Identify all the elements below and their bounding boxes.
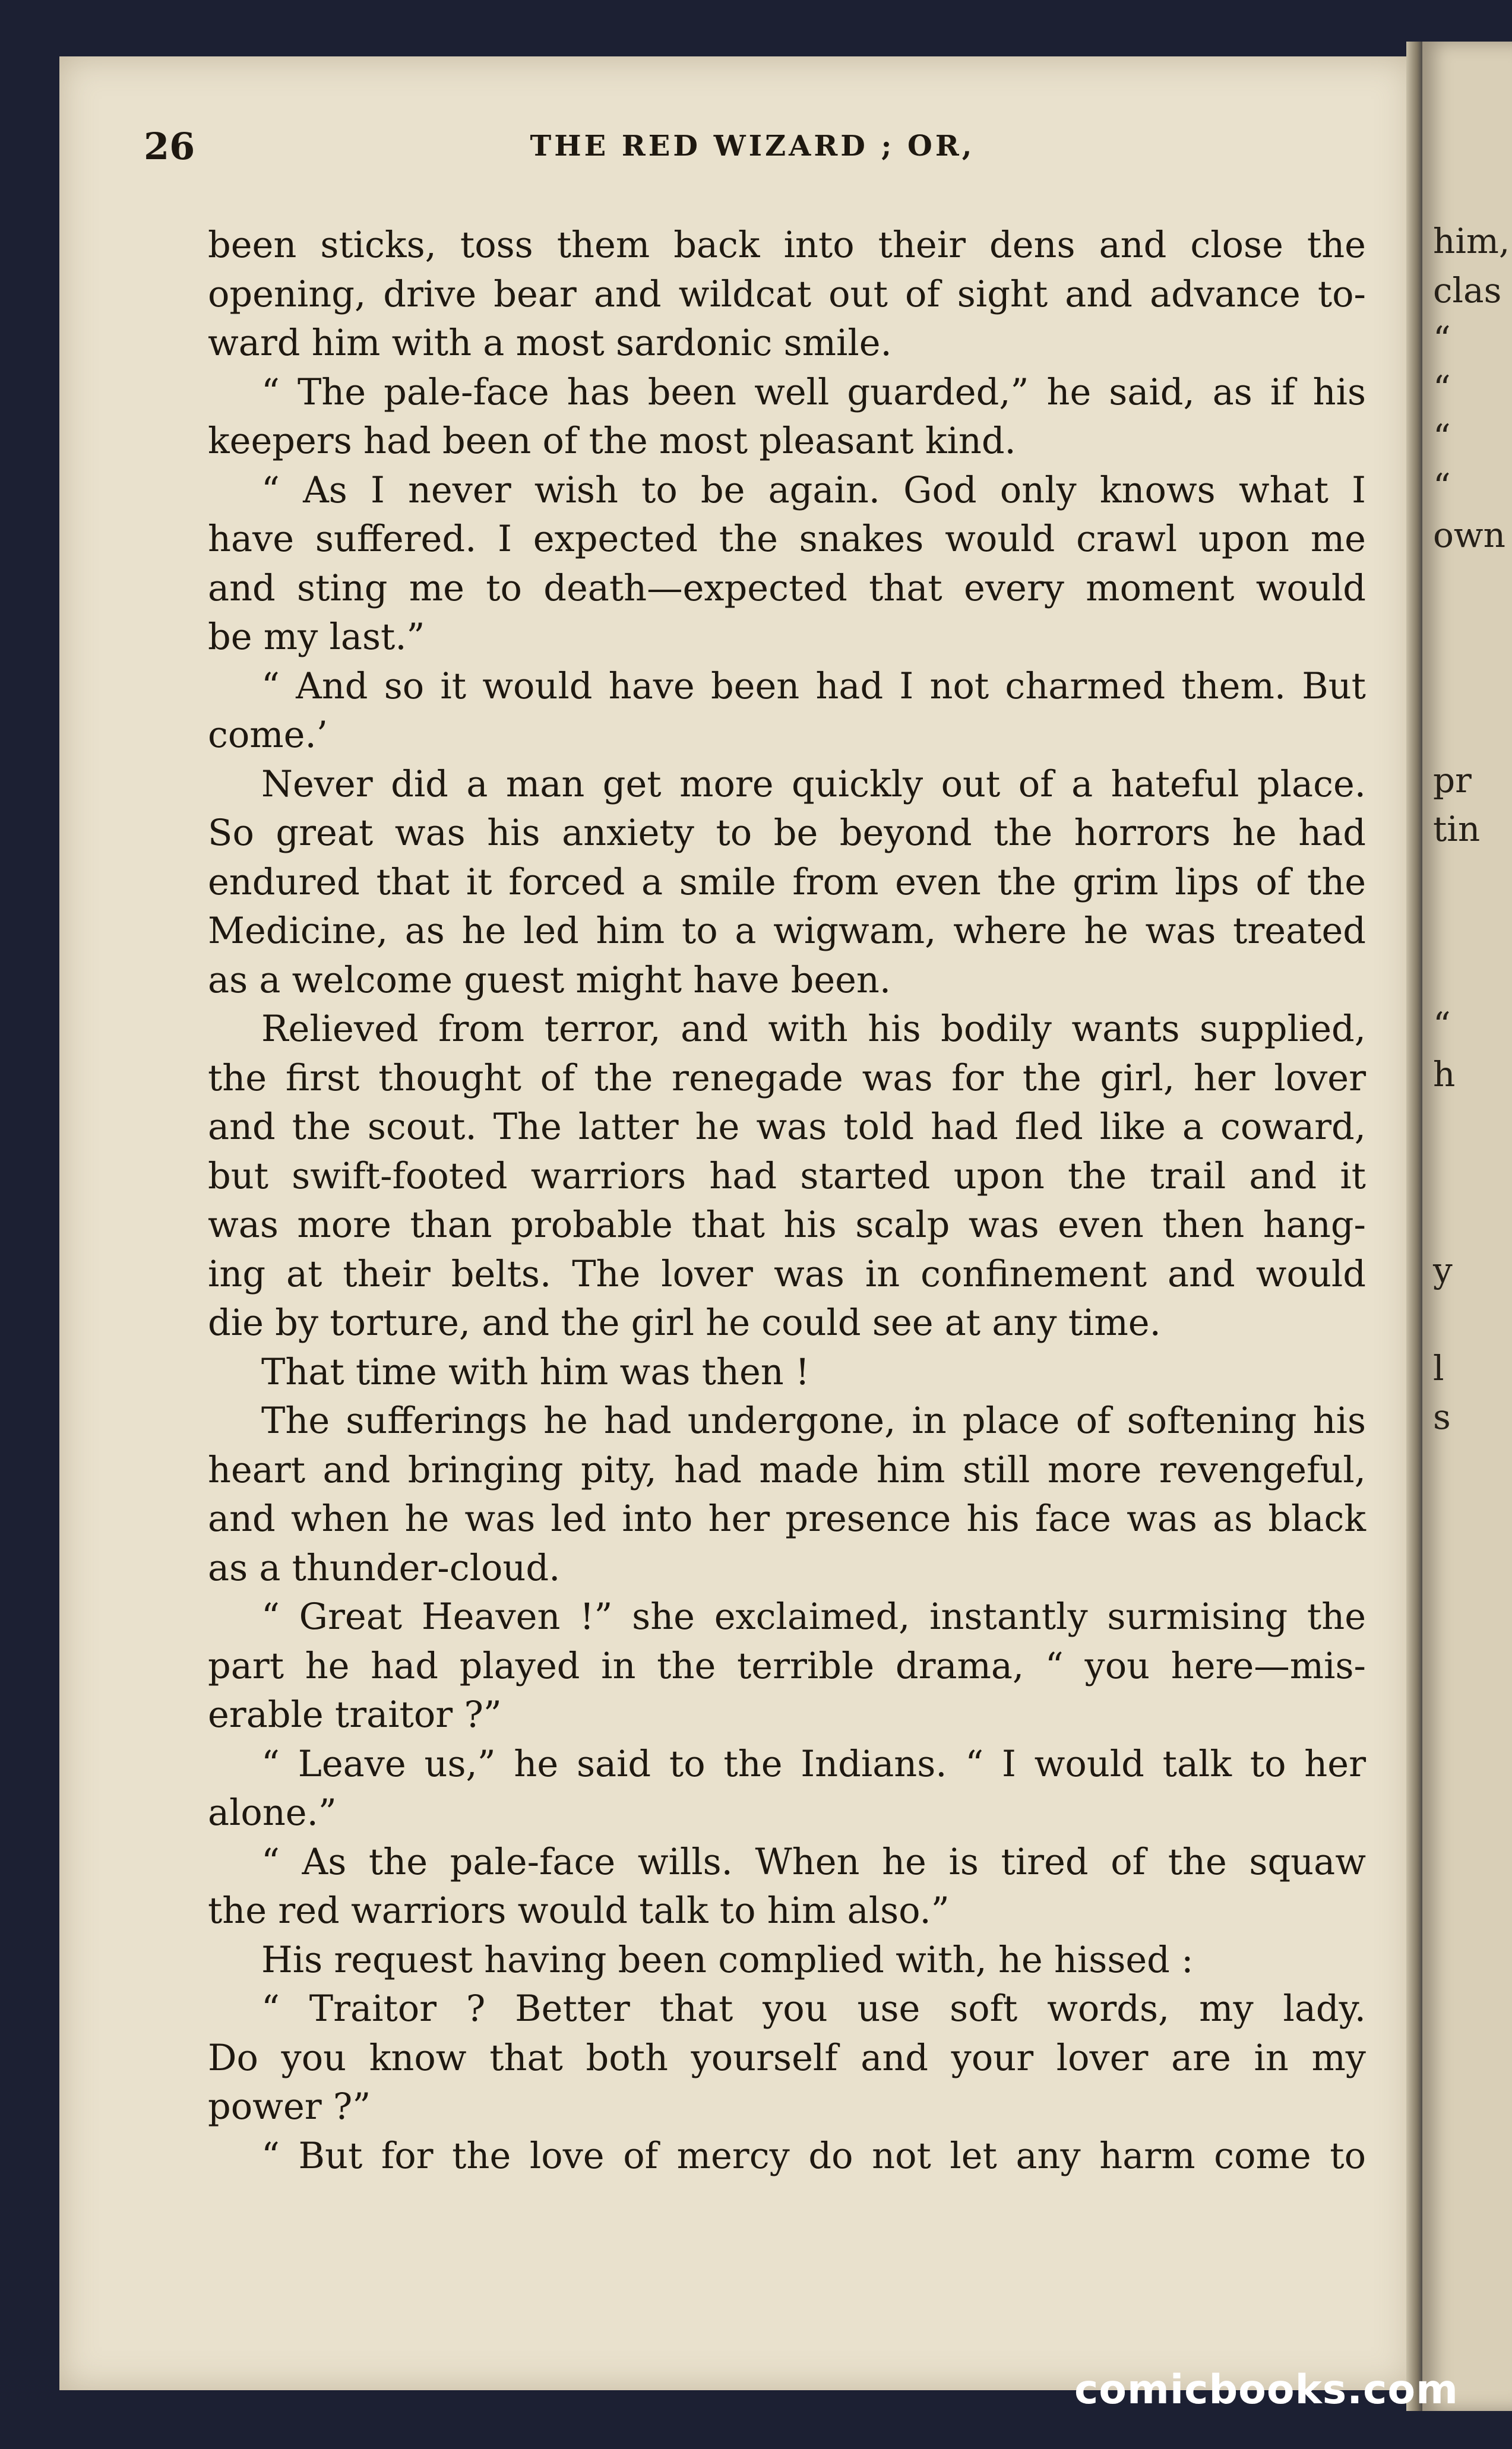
text-line: and when he was led into her presence his face was as black xyxy=(208,1498,1366,1540)
adjacent-page-fragment: l xyxy=(1433,1347,1444,1388)
text-line: “ Leave us,” he said to the Indians. “ I would talk to her xyxy=(261,1743,1366,1785)
text-line: be my last.” xyxy=(208,616,425,658)
text-line: That time with him was then ! xyxy=(261,1351,810,1393)
adjacent-page-fragment: own xyxy=(1433,515,1505,555)
text-line: “ And so it would have been had I not charmed them. But xyxy=(261,665,1366,707)
adjacent-page-fragment: pr xyxy=(1433,760,1472,800)
text-line: alone.” xyxy=(208,1792,337,1834)
text-line: endured that it forced a smile from even the grim lips of the xyxy=(208,861,1366,903)
text-line: as a welcome guest might have been. xyxy=(208,959,891,1001)
adjacent-page-fragment: “ xyxy=(1433,1005,1451,1045)
body-text xyxy=(208,221,1366,2181)
text-line: Medicine, as he led him to a wigwam, where he was treated xyxy=(208,910,1366,952)
watermark: comicbooks.com xyxy=(1074,2366,1459,2413)
text-line: been sticks, toss them back into their dens and close the xyxy=(208,224,1366,266)
adjacent-page-fragment: “ xyxy=(1433,368,1451,409)
text-line: keepers had been of the most pleasant kind. xyxy=(208,420,1016,462)
text-line: power ?” xyxy=(208,2086,371,2128)
text-line: was more than probable that his scalp was even then hang- xyxy=(208,1204,1366,1246)
text-line: ward him with a most sardonic smile. xyxy=(208,322,892,364)
text-line: Relieved from terror, and with his bodily wants supplied, xyxy=(261,1008,1366,1050)
text-line: and the scout. The latter he was told had fled like a coward, xyxy=(208,1106,1366,1148)
page-header xyxy=(144,125,1361,178)
text-line: part he had played in the terrible drama, “ you here—mis- xyxy=(208,1645,1366,1687)
adjacent-page-fragment: “ xyxy=(1433,466,1451,507)
text-line: His request having been complied with, he hissed : xyxy=(261,1939,1194,1981)
text-line: Do you know that both yourself and your lover are in my xyxy=(208,2037,1366,2079)
adjacent-page-fragment: “ xyxy=(1433,417,1451,457)
text-line: the first thought of the renegade was for the girl, her lover xyxy=(208,1057,1366,1099)
text-line: “ As I never wish to be again. God only knows what I xyxy=(261,469,1366,511)
text-line: as a thunder-cloud. xyxy=(208,1547,561,1589)
text-line: ing at their belts. The lover was in confinement and would xyxy=(208,1253,1366,1295)
text-line: heart and bringing pity, had made him still more revengeful, xyxy=(208,1449,1366,1491)
text-line: and sting me to death—expected that every moment would xyxy=(208,567,1366,609)
text-line: opening, drive bear and wildcat out of sight and advance to- xyxy=(208,273,1366,315)
adjacent-page-fragment: s xyxy=(1433,1397,1451,1437)
text-line: “ Great Heaven !” she exclaimed, instantly surmising the xyxy=(261,1596,1366,1638)
text-line: “ The pale-face has been well guarded,” he said, as if his xyxy=(261,371,1366,413)
text-line: “ As the pale-face wills. When he is tired of the squaw xyxy=(261,1841,1366,1883)
text-line: Never did a man get more quickly out of a hateful place. xyxy=(261,763,1366,805)
adjacent-page-fragment: tin xyxy=(1433,809,1481,849)
adjacent-page-fragment: “ xyxy=(1433,319,1451,359)
text-line: The sufferings he had undergone, in place of softening his xyxy=(261,1400,1366,1442)
adjacent-page-fragment: y xyxy=(1433,1249,1453,1290)
adjacent-page-fragment: clas xyxy=(1433,270,1502,311)
text-line: the red warriors would talk to him also.” xyxy=(208,1890,950,1932)
text-line: but swift-footed warriors had started upon the trail and it xyxy=(208,1155,1366,1197)
text-line: So great was his anxiety to be beyond the horrors he had xyxy=(208,812,1366,854)
text-line: erable traitor ?” xyxy=(208,1694,502,1736)
running-head: THE RED WIZARD ; OR, xyxy=(530,129,975,163)
text-line: have suffered. I expected the snakes would crawl upon me xyxy=(208,518,1366,560)
adjacent-page-fragment: him, xyxy=(1433,221,1510,261)
text-line: “ But for the love of mercy do not let any harm come to xyxy=(261,2135,1366,2177)
book-spine xyxy=(1406,42,1424,2411)
adjacent-page xyxy=(1422,42,1512,2411)
text-line: die by torture, and the girl he could see at any time. xyxy=(208,1302,1161,1344)
page-number: 26 xyxy=(144,125,195,168)
adjacent-page-fragment: h xyxy=(1433,1053,1456,1094)
text-line: “ Traitor ? Better that you use soft words, my lady. xyxy=(261,1988,1366,2030)
text-line: come.’ xyxy=(208,714,328,756)
